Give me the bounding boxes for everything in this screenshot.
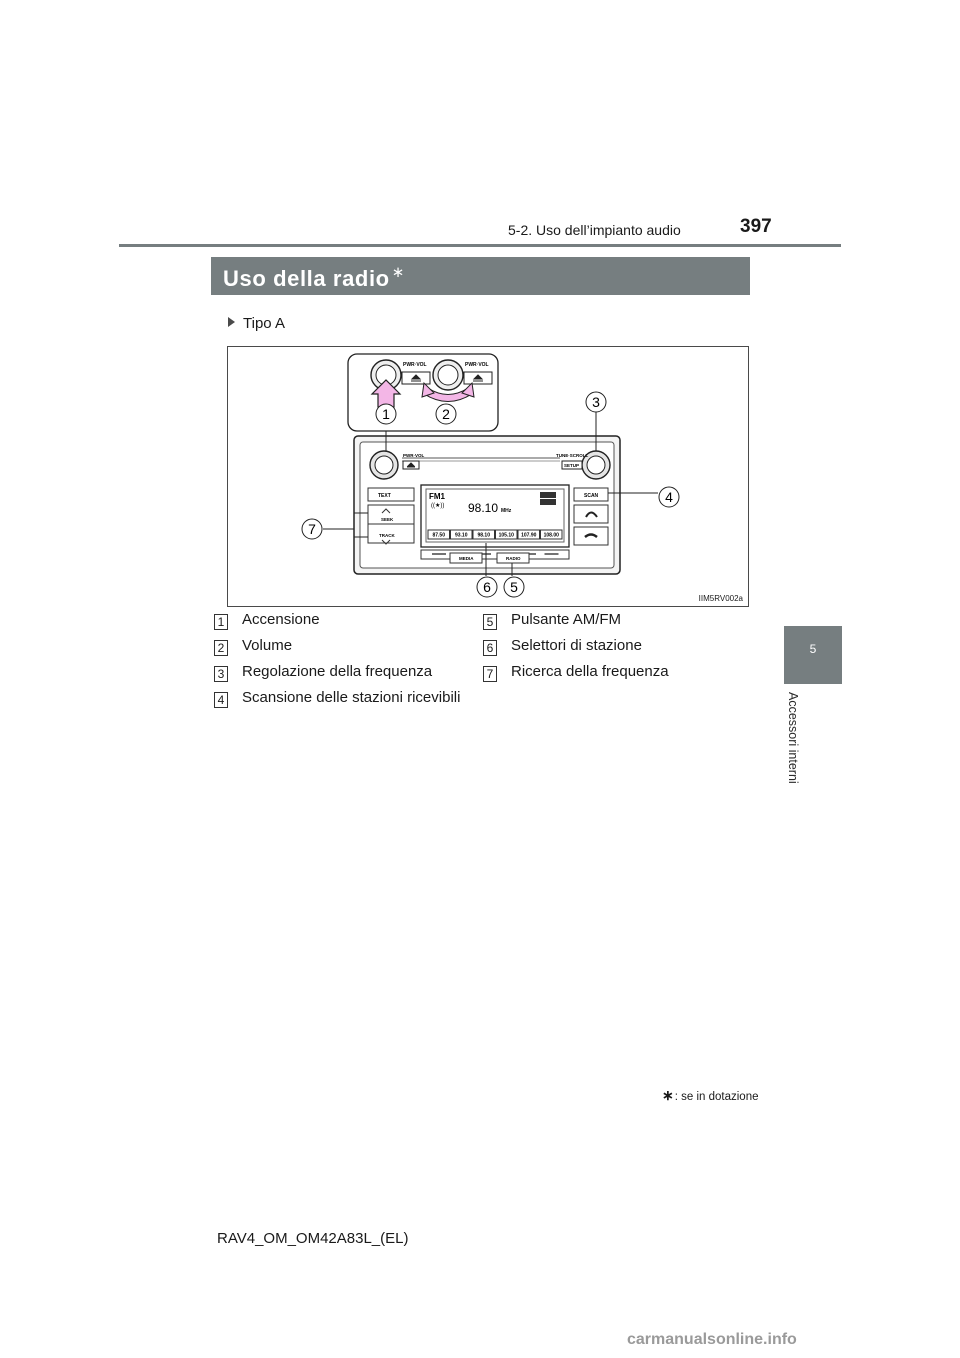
- triangle-bullet-icon: [228, 317, 235, 327]
- chapter-label-text: Accessori interni: [786, 692, 800, 784]
- legend-item-2: [214, 636, 460, 656]
- legend-num-box: 7: [483, 666, 497, 682]
- callout-3-num: 3: [592, 394, 600, 410]
- frequency-display: 98.10: [468, 501, 499, 515]
- tune-scroll-label: TUNE·SCROLL: [556, 453, 589, 458]
- legend-item-6: [483, 636, 669, 656]
- callout-2-num: 2: [442, 406, 450, 422]
- power-volume-knob-inner: [375, 456, 393, 474]
- legend-num-box: 5: [483, 614, 497, 630]
- legend-item-1: [214, 610, 460, 630]
- section-reference: 5-2. Uso dell’impianto audio: [508, 222, 681, 238]
- legend-num-box: 4: [214, 692, 228, 708]
- scan-label: SCAN: [584, 493, 599, 499]
- title-asterisk: ∗: [391, 264, 405, 281]
- setup-label: SETUP: [564, 463, 580, 468]
- tune-scroll-knob-inner: [587, 456, 605, 474]
- legend-item-3: [214, 662, 460, 682]
- page-number: 397: [740, 216, 772, 237]
- radio-label: RADIO: [506, 556, 521, 561]
- legend-text: Regolazione della frequenza: [242, 663, 433, 680]
- chapter-label: [786, 692, 804, 802]
- phone-pickup-button: [574, 505, 608, 523]
- legend-item-4: [214, 688, 460, 708]
- preset-label: 105.10: [498, 532, 514, 539]
- preset-label: 93.10: [454, 532, 468, 539]
- footnote-text: : se in dotazione: [674, 1091, 759, 1103]
- signal-icon: ((★)): [431, 503, 445, 509]
- track-label: TRACK: [379, 533, 395, 538]
- header-rule: [119, 244, 841, 247]
- cd-in-badge: [540, 492, 556, 498]
- legend-text: Scansione delle stazioni ricevibili: [242, 689, 461, 706]
- callout-5-num: 5: [510, 579, 518, 595]
- footnote: [662, 1087, 759, 1104]
- section-title: [223, 263, 405, 292]
- text-button: [368, 488, 414, 501]
- legend-right: [483, 610, 669, 682]
- callout-4-num: 4: [665, 489, 673, 505]
- radio-figure: [227, 346, 749, 607]
- figure-code: IIM5RV002a: [698, 594, 743, 603]
- legend-num-box: 3: [214, 666, 228, 682]
- legend-item-7: [483, 662, 669, 682]
- preset-row: [428, 530, 562, 539]
- callout-1-num: 1: [382, 406, 390, 422]
- text-label: TEXT: [378, 493, 391, 499]
- legend-text: Pulsante AM/FM: [511, 611, 622, 628]
- watermark: carmanualsonline.info: [627, 1331, 797, 1348]
- section-title-bar: [211, 257, 750, 295]
- legend-num-box: 2: [214, 640, 228, 656]
- signal-strength-badge: [540, 499, 556, 505]
- title-text: Uso della radio: [223, 266, 390, 291]
- type-label-text: Tipo A: [243, 315, 285, 332]
- band-display: FM1: [429, 492, 445, 501]
- type-label: [228, 315, 285, 332]
- legend-text: Selettori di stazione: [511, 637, 642, 654]
- preset-label: 98.10: [477, 532, 491, 539]
- pwr-vol-label: PWR·VOL: [403, 453, 425, 458]
- callout-6-num: 6: [483, 579, 491, 595]
- legend-num-box: 6: [483, 640, 497, 656]
- callout-7-num: 7: [308, 521, 316, 537]
- legend-item-5: [483, 610, 669, 630]
- preset-label: 87.50: [432, 532, 446, 539]
- preset-label: 108.00: [543, 532, 559, 539]
- footer-code: RAV4_OM_OM42A83L_(EL): [217, 1230, 409, 1247]
- legend-text: Accensione: [242, 611, 320, 628]
- inset-label-left: PWR·VOL: [403, 362, 427, 368]
- radio-illustration: [228, 347, 748, 606]
- inset-knob-right-inner: [438, 365, 458, 385]
- legend-left: [214, 610, 460, 708]
- legend-text: Volume: [242, 637, 293, 654]
- footnote-asterisk: ∗: [662, 1087, 674, 1103]
- chapter-tab: 5: [784, 626, 842, 684]
- media-label: MEDIA: [459, 556, 474, 561]
- preset-label: 107.90: [521, 532, 537, 539]
- legend-text: Ricerca della frequenza: [511, 663, 669, 680]
- inset-label-right: PWR·VOL: [465, 362, 489, 368]
- legend-num-box: 1: [214, 614, 228, 630]
- seek-label: SEEK: [381, 517, 394, 522]
- phone-hangup-button: [574, 527, 608, 545]
- frequency-unit: MHz: [501, 508, 512, 514]
